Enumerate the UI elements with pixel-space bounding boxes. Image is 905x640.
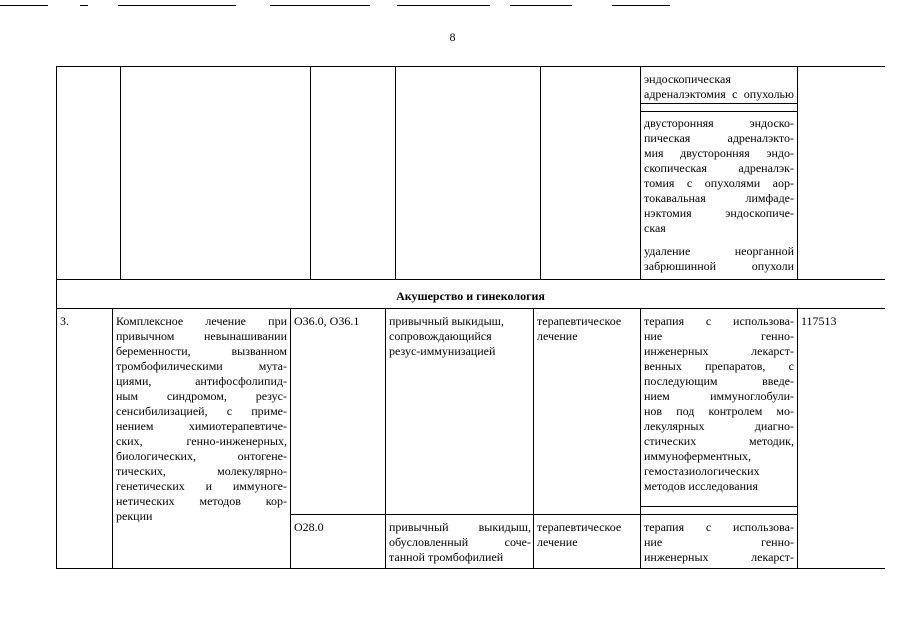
text-line: ская (644, 221, 666, 235)
text-line: сенсибилизацией, с приме- (116, 404, 287, 418)
text-line: токавальная лимфаде- (644, 191, 794, 205)
text-line: терапия с использова- (644, 520, 794, 534)
top-rule (0, 5, 48, 6)
text-line: иммуноферментных, (644, 449, 752, 463)
text-line: обусловленный соче- (389, 535, 531, 549)
text-line: венных препаратов, с (644, 359, 794, 373)
cost-value: 117513 (801, 314, 837, 328)
text-line: биологических, онтогене- (116, 449, 287, 463)
text-line: нетических методов кор- (116, 494, 287, 508)
col-line (640, 308, 641, 568)
text-line: привычном невынашивании (116, 329, 287, 343)
text-line: ских, генно-инженерных, (116, 434, 287, 448)
text-line: привычный выкидыш, (389, 314, 504, 328)
text-line: Комплексное лечение при (116, 314, 287, 328)
method-cell (644, 520, 794, 565)
row-divider (640, 111, 797, 112)
page-number: 8 (449, 30, 456, 44)
text-line: резус-иммунизацией (389, 344, 496, 358)
text-line: ным синдромом, резус- (116, 389, 287, 403)
table-border-top (56, 66, 885, 67)
col-line (395, 66, 396, 279)
text-line: циями, антифосфолипид- (116, 374, 287, 388)
text-line: ние генно- (644, 535, 794, 549)
text-line: нием иммуноглобули- (644, 389, 794, 403)
text-line: ние генно- (644, 329, 794, 343)
text-line: инженерных лекарст- (644, 550, 794, 564)
row-divider (640, 506, 797, 507)
text-line: сопровождающийся (389, 329, 492, 343)
text-line: мия двусторонняя эндо- (644, 146, 794, 160)
text-line: генетических и иммуноге- (116, 479, 287, 493)
row-description (116, 314, 287, 524)
text-line: инженерных лекарст- (644, 344, 794, 358)
top-rule (80, 5, 88, 6)
table-border-bottom (56, 568, 885, 569)
method-cell (644, 116, 794, 236)
text-line: терапевтическое (537, 520, 622, 534)
col-line (56, 66, 57, 568)
text-line: беременности, вызванном (116, 344, 287, 358)
col-line (640, 66, 641, 279)
diagnosis-codes: O36.0, O36.1 (294, 314, 360, 328)
col-line (797, 308, 798, 568)
treatment-type (537, 314, 621, 344)
row-divider (640, 103, 797, 104)
text-line: нов под контролем мо- (644, 404, 794, 418)
text-line: скопическая адреналэк- (644, 161, 794, 175)
method-cell (644, 314, 794, 494)
text-line: лечение (537, 329, 578, 343)
top-rule (118, 5, 236, 6)
treatment-type (537, 520, 621, 550)
text-line: терапия с использова- (644, 314, 794, 328)
row-divider (56, 279, 885, 280)
text-line: пическая адреналэкто- (644, 131, 794, 145)
text-line: терапевтическое (537, 314, 622, 328)
condition-cell (389, 520, 531, 565)
col-line (540, 66, 541, 279)
text-line: методов исследования (644, 479, 758, 493)
method-cell: удаление неорганной забрюшинной опухоли (644, 244, 794, 273)
col-line (310, 66, 311, 279)
row-divider (56, 308, 885, 309)
text-line: танной тромбофилией (389, 550, 504, 564)
top-rule (510, 5, 572, 6)
text-line: лекулярных диагно- (644, 419, 794, 433)
text-line: лечение (537, 535, 578, 549)
text-line: гемостазиологических (644, 464, 760, 478)
condition-cell (389, 314, 531, 359)
top-rule (397, 5, 490, 6)
text-line: нэктомия эндоскопиче- (644, 206, 794, 220)
col-line (112, 308, 113, 568)
text-line: тических, молекулярно- (116, 464, 287, 478)
top-rule (612, 5, 670, 6)
col-line (290, 308, 291, 568)
text-line: томия с опухолями аор- (644, 176, 794, 190)
text-line: двусторонняя эндоско- (644, 116, 794, 130)
row-divider (290, 514, 797, 515)
top-rule (270, 5, 370, 6)
section-title: Акушерство и гинекология (396, 289, 545, 303)
text-line: стических методик, (644, 434, 794, 448)
text-line: рекции (116, 509, 153, 523)
text-line: последующим введе- (644, 374, 794, 388)
col-line (385, 308, 386, 568)
text-line: тромбофилическими мута- (116, 359, 287, 373)
text-line: нением химиотерапевтиче- (116, 419, 287, 433)
col-line (797, 66, 798, 279)
col-line (120, 66, 121, 279)
diagnosis-codes: O28.0 (294, 520, 324, 534)
col-line (533, 308, 534, 568)
row-number: 3. (60, 314, 69, 328)
method-cell: эндоскопическая адреналэктомия с опухолью (644, 72, 794, 101)
text-line: привычный выкидыш, (389, 520, 531, 534)
